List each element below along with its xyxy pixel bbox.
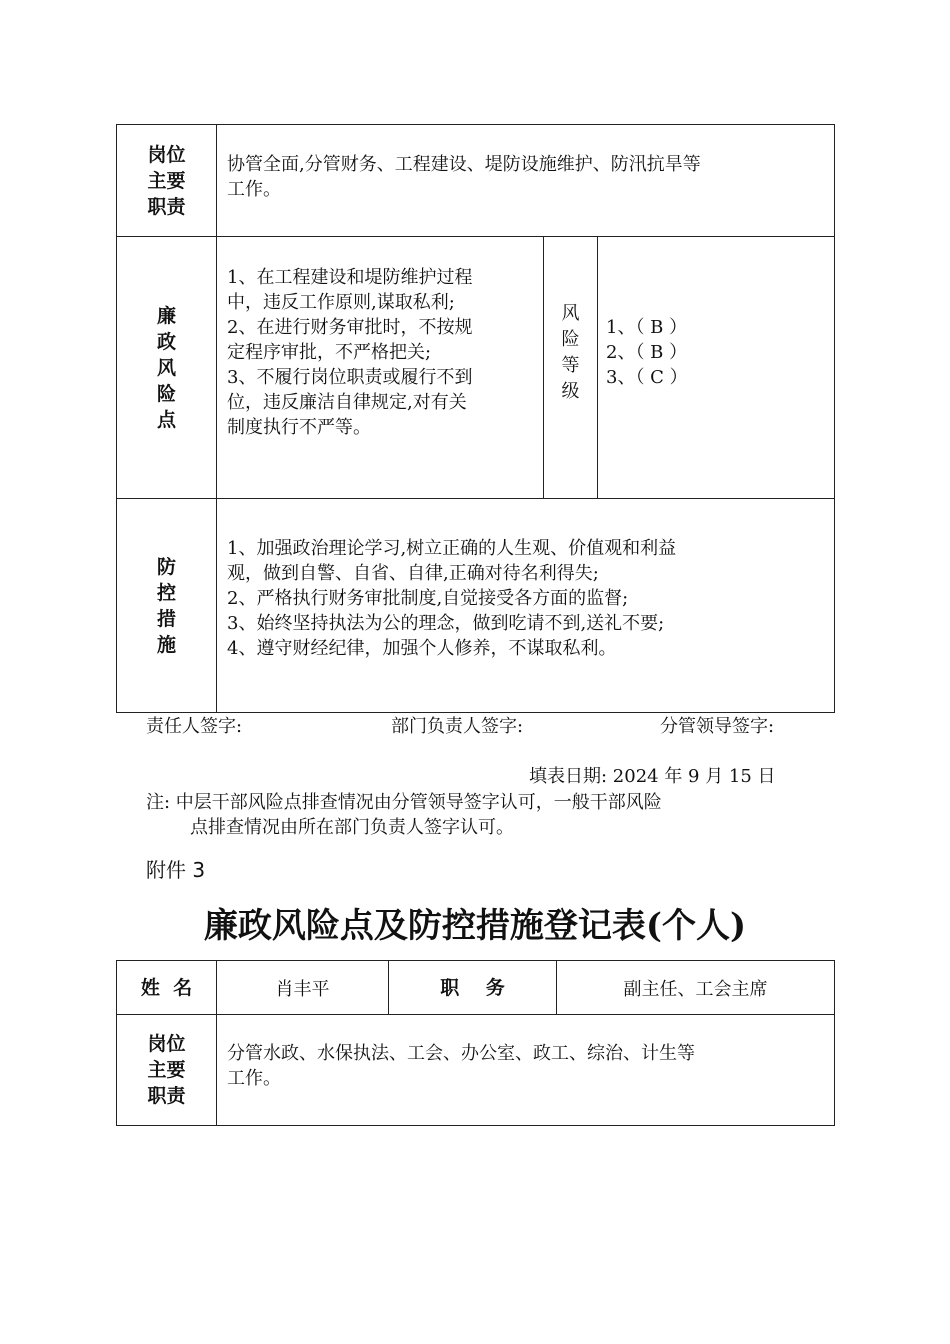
responsible-signature-label: 责任人签字: — [146, 716, 243, 737]
duties-label-line: 主要 — [147, 1059, 186, 1081]
risk-form-table — [116, 124, 835, 713]
risk-level-label-char: 级 — [561, 380, 580, 402]
risk-label-char: 风 — [156, 356, 176, 379]
measures-label-char: 控 — [156, 581, 176, 604]
risk-item-line: 中，违反工作原则,谋取私利; — [227, 292, 455, 313]
measures-label-cell — [117, 499, 217, 713]
dept-head-signature-label: 部门负责人签字: — [391, 716, 524, 737]
duties-label-line: 职责 — [147, 1085, 186, 1107]
risk-label-char: 政 — [156, 330, 176, 353]
measures-row — [117, 499, 835, 713]
risk-level-item: 2、（ B ） — [606, 342, 688, 363]
risk-item-line: 位，违反廉洁自律规定,对有关 — [227, 392, 467, 413]
note-line-1: 注: 中层干部风险点排查情况由分管领导签字认可，一般干部风险 — [146, 792, 662, 813]
measures-label-char: 防 — [156, 555, 176, 578]
note-line-2: 点排查情况由所在部门负责人签字认可。 — [190, 817, 514, 838]
risk-item-line: 3、不履行岗位职责或履行不到 — [227, 367, 473, 388]
personal-form-table — [116, 960, 835, 1126]
measure-line: 1、加强政治理论学习,树立正确的人生观、价值观和利益 — [227, 538, 677, 559]
attachment-label: 附件 3 — [146, 858, 206, 882]
risk-label-cell — [117, 237, 217, 499]
measure-line: 观，做到自警、自省、自律,正确对待名利得失; — [227, 563, 599, 584]
risk-levels-cell — [598, 237, 835, 499]
duties-label-cell — [117, 125, 217, 237]
risk-level-label-char: 风 — [561, 302, 580, 324]
risk-level-item: 3、（ C ） — [606, 367, 688, 388]
measures-text-cell — [217, 499, 835, 713]
name-value: 肖丰平 — [217, 961, 389, 1015]
measures-label-char: 措 — [156, 607, 176, 630]
duties-text-line: 协管全面,分管财务、工程建设、堤防设施维护、防汛抗旱等 — [227, 153, 701, 175]
risk-level-label-char: 等 — [561, 354, 580, 376]
risk-item-line: 制度执行不严等。 — [227, 417, 371, 438]
measures-label-char: 施 — [156, 633, 176, 656]
risk-label-char: 点 — [156, 408, 176, 431]
measure-line: 2、严格执行财务审批制度,自觉接受各方面的监督; — [227, 588, 629, 609]
duties-label-line: 职责 — [147, 195, 186, 218]
measure-line: 4、遵守财经纪律，加强个人修养，不谋取私利。 — [227, 638, 617, 659]
duties-text-cell — [217, 1015, 835, 1126]
post-value: 副主任、工会主席 — [557, 961, 835, 1015]
name-label: 姓 名 — [117, 961, 217, 1015]
risk-items-cell — [217, 237, 544, 499]
measure-line: 3、始终坚持执法为公的理念，做到吃请不到,送礼不要; — [227, 613, 665, 634]
risk-item-line: 2、在进行财务审批时，不按规 — [227, 317, 473, 338]
name-post-row — [117, 961, 835, 1015]
form-title: 廉政风险点及防控措施登记表(个人) — [203, 906, 747, 946]
risk-label-char: 廉 — [156, 304, 176, 327]
risk-item-line: 1、在工程建设和堤防维护过程 — [227, 267, 473, 288]
duties-label-line: 岗位 — [147, 1033, 186, 1055]
risk-level-label-char: 险 — [561, 328, 580, 350]
duties-text-line: 工作。 — [227, 178, 281, 200]
duties-row — [117, 1015, 835, 1126]
risk-item-line: 定程序审批，不严格把关; — [227, 342, 432, 363]
duties-text-line: 工作。 — [227, 1068, 281, 1089]
post-label: 职 务 — [389, 961, 557, 1015]
risk-level-item: 1、（ B ） — [606, 317, 688, 338]
fill-date: 填表日期: 2024 年 9 月 15 日 — [529, 766, 776, 787]
duties-label-line: 主要 — [147, 169, 186, 192]
duties-text-cell — [217, 125, 835, 237]
duties-label-cell — [117, 1015, 217, 1126]
risk-row — [117, 237, 835, 499]
leader-signature-label: 分管领导签字: — [660, 716, 775, 737]
duties-label-line: 岗位 — [147, 143, 186, 166]
risk-label-char: 险 — [156, 382, 176, 405]
risk-level-label-cell — [544, 237, 598, 499]
duties-row — [117, 125, 835, 237]
duties-text-line: 分管水政、水保执法、工会、办公室、政工、综治、计生等 — [227, 1043, 695, 1064]
